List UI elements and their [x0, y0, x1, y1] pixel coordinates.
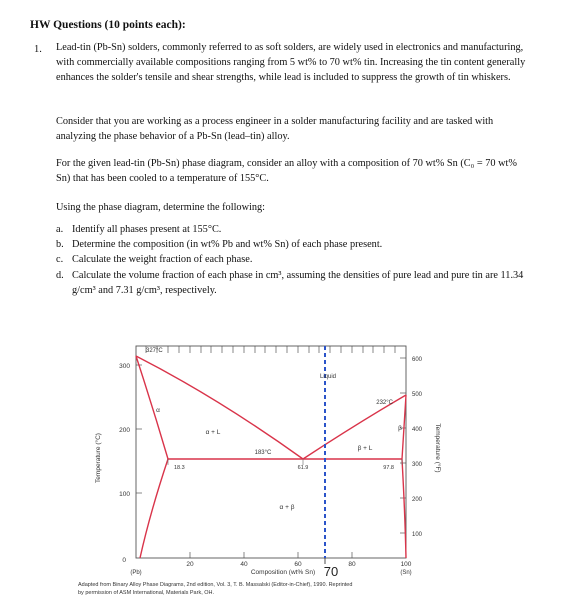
item-marker: b. [56, 239, 64, 251]
right-tick-label: 200 [412, 497, 423, 503]
question-prompt: Using the phase diagram, determine the following: [56, 202, 266, 213]
item-marker: a. [56, 224, 64, 235]
beta-region-label: β [398, 425, 402, 432]
alpha-beta-region-label: α + β [279, 504, 295, 511]
question-items [56, 222, 526, 298]
solidus-right [402, 395, 406, 459]
right-tick-label: 300 [412, 462, 423, 468]
list-item [56, 222, 526, 237]
item-marker: c. [56, 254, 64, 266]
liquidus-left [136, 356, 303, 459]
x-axis-label: Composition (wt% Sn) [250, 569, 316, 576]
y-axis-label-left: Temperature (°C) [95, 433, 102, 483]
liquid-region-label: Liquid [319, 374, 337, 380]
x-tick-label: 80 [348, 561, 356, 568]
sn-melt-label: 232°C [376, 400, 393, 406]
x-left-end-label: (Pb) [130, 570, 142, 576]
eutectic-comp-label: 61.9 [297, 465, 309, 471]
question-number: 1. [34, 44, 42, 55]
solvus-right [402, 459, 406, 558]
item-text: Calculate the weight fraction of each phase. [72, 254, 253, 266]
list-item [56, 268, 526, 298]
list-item [56, 237, 526, 252]
left-tick-label: 300 [119, 363, 130, 370]
x-right-end-label: (Sn) [400, 570, 412, 576]
y-axis-label-right: Temperature (°F) [434, 423, 441, 473]
question-intro: Lead-tin (Pb-Sn) solders, commonly referred to as soft solders, are widely used in electronics and manufacturing, with commercially available compositions ranging from 5 wt% to 70 wt% tin. Increasing the tin content generally enhances the solder's tensile and shear strengths, while lead is included to suppress the growth of tin whiskers. [56, 42, 526, 84]
figure-caption-line2: by permission of ASM International, Materials Park, OH. [78, 590, 215, 596]
top-ticks [146, 346, 395, 353]
beta-comp-label: 97.8 [383, 465, 394, 471]
figure-caption-line1: Adapted from Binary Alloy Phase Diagrams, 2nd edition, Vol. 3, T. B. Massalski (Editor-in-Chief), 1990. Reprinted [78, 582, 353, 588]
x-tick-label: 20 [186, 561, 194, 568]
composition-marker-label: 70 [323, 564, 339, 579]
right-tick-label: 400 [412, 427, 423, 433]
item-marker: d. [56, 269, 64, 281]
right-tick-label: 600 [412, 357, 423, 363]
question-given: For the given lead-tin (Pb-Sn) phase diagram, consider an alloy with a composition of 70 wt% Sn (C₀ = 70 wt% Sn) that has been cooled to a temperature of 155°C. [56, 158, 517, 185]
left-tick-label: 200 [119, 427, 130, 434]
left-ticks [136, 365, 142, 493]
x-tick-label: 100 [400, 561, 412, 568]
item-text: Identify all phases present at 155°C. [72, 224, 222, 235]
list-item [56, 252, 526, 267]
question-scenario: Consider that you are working as a process engineer in a solder manufacturing facility and are tasked with analyzing the phase behavior of a Pb-Sn (lead–tin) alloy. [56, 116, 494, 143]
eutectic-temp-label: 183°C [254, 450, 272, 456]
x-tick-label: 40 [240, 561, 248, 568]
alpha-comp-label: 18.3 [174, 465, 185, 471]
solvus-left [140, 459, 168, 558]
right-tick-label: 500 [412, 392, 423, 398]
item-text: Calculate the volume fraction of each phase in cm³, assuming the densities of pure lead and pure tin are 11.34 g/cm³ and 7.31 g/cm³, respectively. [72, 269, 524, 296]
alpha-region-label: α [156, 407, 160, 414]
solidus-left [136, 356, 168, 459]
pb-melt-label: 327°C [146, 348, 163, 354]
item-text: Determine the composition (in wt% Pb and wt% Sn) of each phase present. [72, 239, 383, 251]
x-tick-label: 60 [294, 561, 302, 568]
alpha-l-region-label: α + L [205, 429, 221, 436]
page-title: HW Questions (10 points each): [30, 19, 186, 31]
x-ticks [190, 552, 352, 558]
phase-diagram-figure [78, 338, 498, 608]
left-tick-label: 100 [119, 491, 130, 498]
right-tick-label: 100 [412, 532, 423, 538]
beta-l-region-label: β + L [357, 445, 373, 452]
phase-boundaries [136, 356, 406, 558]
left-tick-label: 0 [122, 557, 126, 564]
phase-diagram [78, 338, 498, 608]
